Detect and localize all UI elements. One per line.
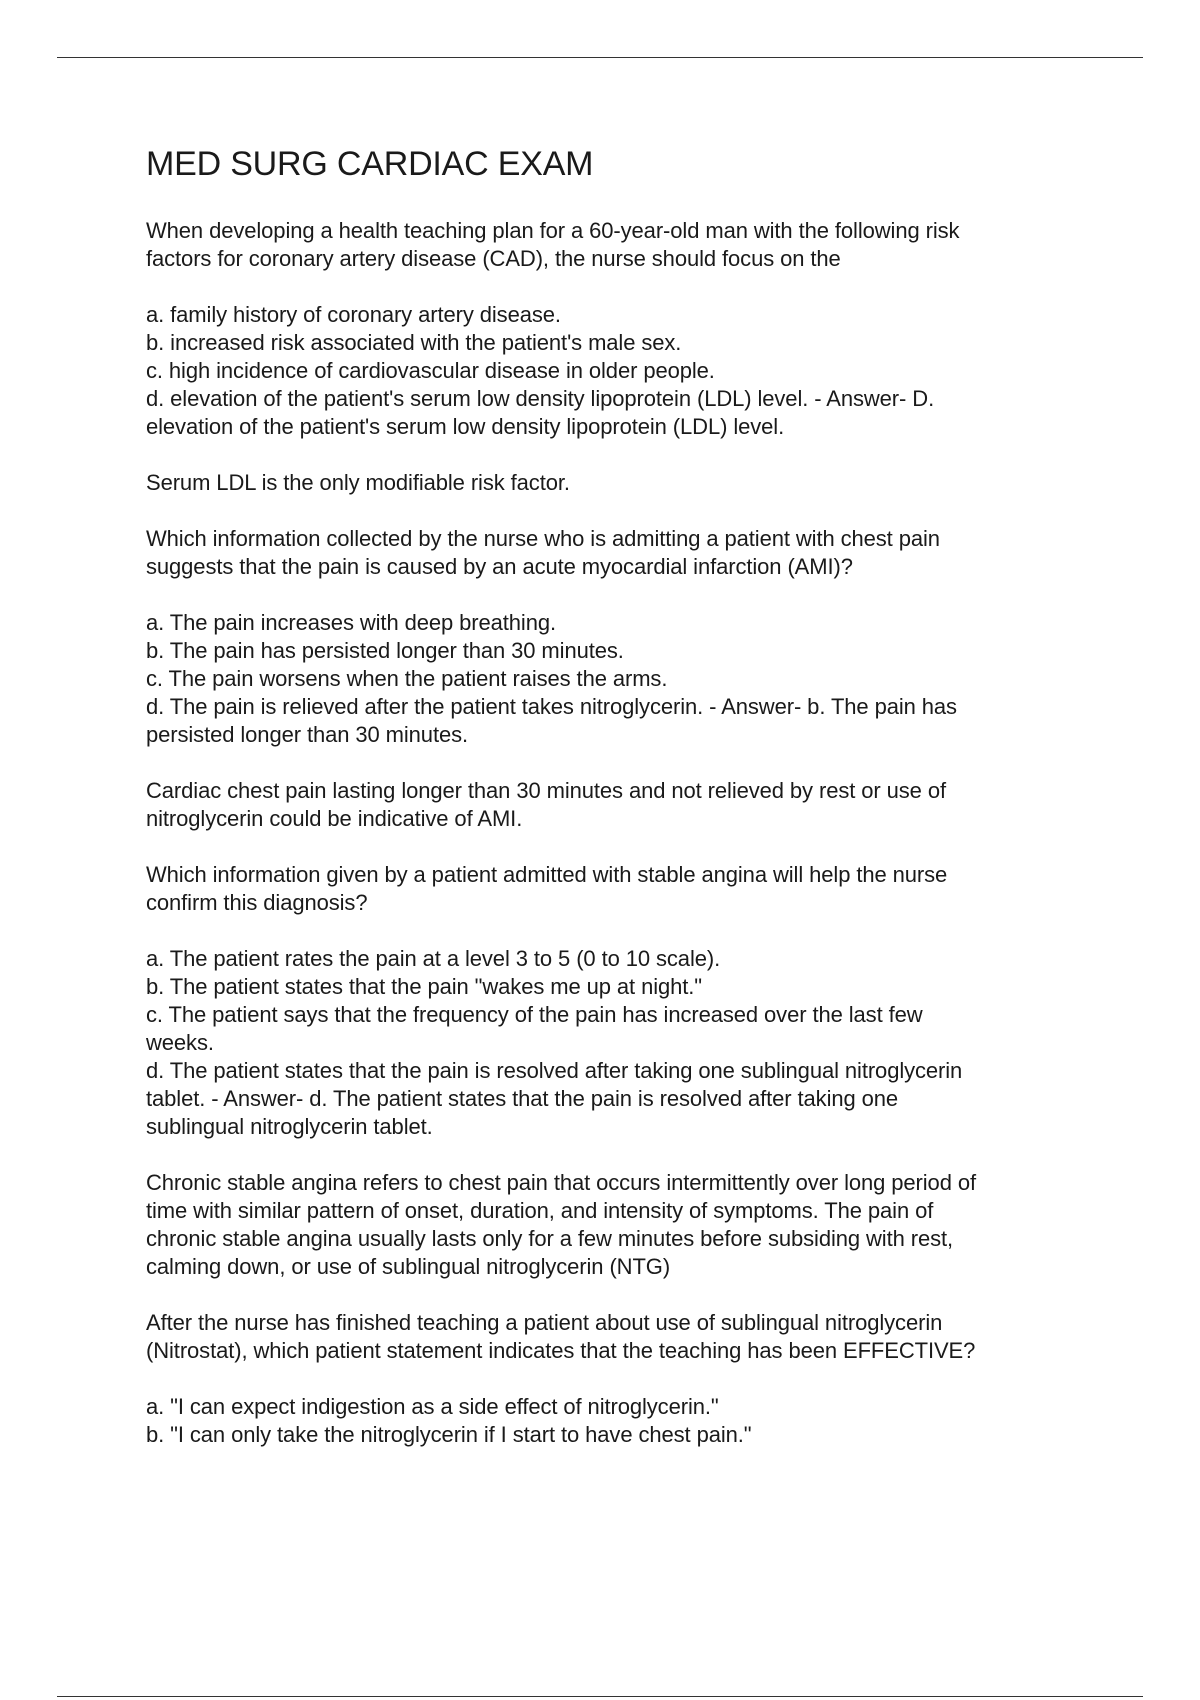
text-line: b. The patient states that the pain "wakes me up at night."	[146, 974, 702, 999]
text-line: b. The pain has persisted longer than 30 minutes.	[146, 638, 624, 663]
text-line: weeks.	[146, 1030, 214, 1055]
paragraph	[146, 1309, 1086, 1365]
text-line: d. elevation of the patient's serum low density lipoprotein (LDL) level. - Answer- D.	[146, 386, 935, 411]
paragraph	[146, 861, 1086, 917]
text-line: a. The pain increases with deep breathing.	[146, 610, 556, 635]
text-line: c. The pain worsens when the patient raises the arms.	[146, 666, 668, 691]
text-line: Cardiac chest pain lasting longer than 30 minutes and not relieved by rest or use of	[146, 778, 946, 803]
text-line: a. family history of coronary artery disease.	[146, 302, 561, 327]
text-line: suggests that the pain is caused by an acute myocardial infarction (AMI)?	[146, 554, 853, 579]
paragraph	[146, 609, 1086, 749]
text-line: c. high incidence of cardiovascular disease in older people.	[146, 358, 715, 383]
text-line: When developing a health teaching plan for a 60-year-old man with the following risk	[146, 218, 960, 243]
text-line: c. The patient says that the frequency of the pain has increased over the last few	[146, 1002, 923, 1027]
text-line: Chronic stable angina refers to chest pain that occurs intermittently over long period of	[146, 1170, 976, 1195]
text-line: d. The pain is relieved after the patient takes nitroglycerin. - Answer- b. The pain has	[146, 694, 957, 719]
document-body	[146, 142, 1086, 1477]
text-line: Serum LDL is the only modifiable risk factor.	[146, 470, 570, 495]
text-line: (Nitrostat), which patient statement indicates that the teaching has been EFFECTIVE?	[146, 1338, 976, 1363]
paragraph	[146, 945, 1086, 1141]
header-rule	[57, 57, 1143, 58]
text-line: tablet. - Answer- d. The patient states that the pain is resolved after taking one	[146, 1086, 899, 1111]
text-line: a. "I can expect indigestion as a side effect of nitroglycerin."	[146, 1394, 719, 1419]
paragraph	[146, 1393, 1086, 1449]
text-line: confirm this diagnosis?	[146, 890, 368, 915]
text-line: sublingual nitroglycerin tablet.	[146, 1114, 433, 1139]
document-title: MED SURG CARDIAC EXAM	[146, 145, 594, 183]
text-line: b. increased risk associated with the patient's male sex.	[146, 330, 682, 355]
text-line: Which information collected by the nurse who is admitting a patient with chest pain	[146, 526, 940, 551]
paragraph	[146, 469, 1086, 497]
text-line: After the nurse has finished teaching a patient about use of sublingual nitroglycerin	[146, 1310, 943, 1335]
paragraph-container	[146, 217, 1086, 1449]
text-line: elevation of the patient's serum low density lipoprotein (LDL) level.	[146, 414, 785, 439]
footer-rule	[57, 1696, 1143, 1697]
text-line: persisted longer than 30 minutes.	[146, 722, 469, 747]
paragraph	[146, 525, 1086, 581]
text-line: nitroglycerin could be indicative of AMI.	[146, 806, 523, 831]
text-line: chronic stable angina usually lasts only for a few minutes before subsiding with rest,	[146, 1226, 954, 1251]
text-line: time with similar pattern of onset, duration, and intensity of symptoms. The pain of	[146, 1198, 934, 1223]
text-line: a. The patient rates the pain at a level 3 to 5 (0 to 10 scale).	[146, 946, 721, 971]
text-line: factors for coronary artery disease (CAD), the nurse should focus on the	[146, 246, 841, 271]
paragraph	[146, 301, 1086, 441]
text-line: Which information given by a patient admitted with stable angina will help the nurse	[146, 862, 948, 887]
text-line: d. The patient states that the pain is resolved after taking one sublingual nitroglycerin	[146, 1058, 963, 1083]
text-line: calming down, or use of sublingual nitroglycerin (NTG)	[146, 1254, 671, 1279]
text-line: b. "I can only take the nitroglycerin if I start to have chest pain."	[146, 1422, 752, 1447]
paragraph	[146, 1169, 1086, 1281]
paragraph	[146, 777, 1086, 833]
paragraph	[146, 217, 1086, 273]
